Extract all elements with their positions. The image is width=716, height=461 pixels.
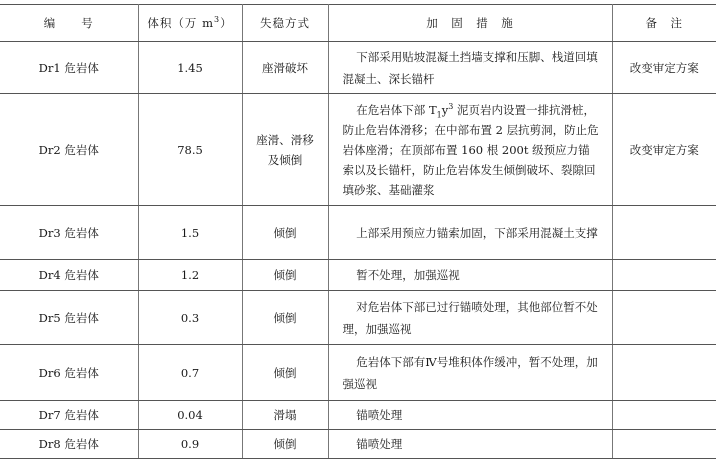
- measure-text: 上部采用预应力锚索加固，下部采用混凝土支撑: [356, 225, 598, 240]
- cell-failure: 座滑破坏: [242, 42, 328, 94]
- measure-sup: 3: [448, 101, 454, 111]
- cell-volume: 0.9: [138, 430, 242, 459]
- cell-remark: [612, 430, 716, 459]
- header-failure: 失稳方式: [242, 5, 328, 42]
- measure-text: 锚喷处理: [356, 437, 403, 451]
- failure-text: 座滑、滑移及倾倒: [256, 132, 314, 167]
- cell-id: Dr5 危岩体: [0, 291, 138, 345]
- table-row: [0, 401, 716, 430]
- cell-remark: 改变审定方案: [612, 94, 716, 206]
- cell-remark: [612, 291, 716, 345]
- table-row: [0, 42, 716, 94]
- header-measures: 加 固 措 施: [328, 5, 612, 42]
- cell-volume: 0.7: [138, 345, 242, 401]
- measure-text: 下部采用贴坡混凝土挡墙支撑和压脚、栈道回填混凝土、深长锚杆: [342, 49, 598, 86]
- cell-remark: [612, 345, 716, 401]
- cell-failure: [242, 94, 328, 206]
- table-row: [0, 291, 716, 345]
- cell-measure: [328, 291, 612, 345]
- cell-measure: [328, 260, 612, 291]
- cell-id: Dr3 危岩体: [0, 206, 138, 260]
- cell-measure: [328, 42, 612, 94]
- cell-failure: 倾倒: [242, 430, 328, 459]
- cell-id: Dr7 危岩体: [0, 401, 138, 430]
- cell-id: Dr6 危岩体: [0, 345, 138, 401]
- cell-measure: [328, 94, 612, 206]
- table-row: [0, 345, 716, 401]
- cell-volume: 0.04: [138, 401, 242, 430]
- cell-volume: 1.5: [138, 206, 242, 260]
- measure-text: 对危岩体下部已过行锚喷处理，其他部位暂不处理，加强巡视: [342, 299, 598, 336]
- measure-text: [343, 100, 600, 200]
- header-remark: 备 注: [612, 5, 716, 42]
- cell-measure: [328, 401, 612, 430]
- cell-volume: 1.45: [138, 42, 242, 94]
- cell-remark: 改变审定方案: [612, 42, 716, 94]
- cell-id: Dr1 危岩体: [0, 42, 138, 94]
- table-row: [0, 206, 716, 260]
- header-id: 编 号: [0, 5, 138, 42]
- cell-failure: 倾倒: [242, 206, 328, 260]
- cell-measure: [328, 206, 612, 260]
- cell-id: Dr4 危岩体: [0, 260, 138, 291]
- measure-pre: 在危岩体下部 T: [356, 102, 437, 117]
- cell-measure: [328, 345, 612, 401]
- cell-failure: 倾倒: [242, 345, 328, 401]
- cell-remark: [612, 206, 716, 260]
- table-row: [0, 94, 716, 206]
- measure-text: 锚喷处理: [356, 408, 403, 422]
- cell-id: Dr8 危岩体: [0, 430, 138, 459]
- cell-id: Dr2 危岩体: [0, 94, 138, 206]
- cell-failure: 滑塌: [242, 401, 328, 430]
- header-volume-prefix: 体积（万 m: [147, 16, 214, 30]
- measure-mid: y: [441, 102, 449, 117]
- header-volume-sup: 3: [213, 15, 221, 25]
- reinforcement-table: [0, 4, 716, 459]
- cell-volume: 0.3: [138, 291, 242, 345]
- header-volume: [138, 5, 242, 42]
- cell-remark: [612, 401, 716, 430]
- cell-volume: 78.5: [138, 94, 242, 206]
- measure-post: 泥页岩内设置一排抗滑桩，防止危岩体滑移；在中部布置 2 层抗剪洞，防止危岩体座滑；在顶部布置 160 根 200t 级预应力锚索以及长锚杆，防止危岩体发生倾倒破坏、裂隙回填砂浆、基础灌浆: [342, 102, 599, 197]
- header-row: [0, 5, 716, 42]
- cell-volume: 1.2: [138, 260, 242, 291]
- table-row: [0, 260, 716, 291]
- cell-measure: [328, 430, 612, 459]
- measure-sub: 1: [436, 109, 442, 119]
- header-volume-suffix: ）: [220, 16, 233, 30]
- table-row: [0, 430, 716, 459]
- measure-text: 暂不处理，加强巡视: [356, 268, 460, 282]
- cell-remark: [612, 260, 716, 291]
- cell-failure: 倾倒: [242, 291, 328, 345]
- measure-text: 危岩体下部有Ⅳ号堆积体作缓冲，暂不处理，加强巡视: [342, 354, 598, 391]
- cell-failure: 倾倒: [242, 260, 328, 291]
